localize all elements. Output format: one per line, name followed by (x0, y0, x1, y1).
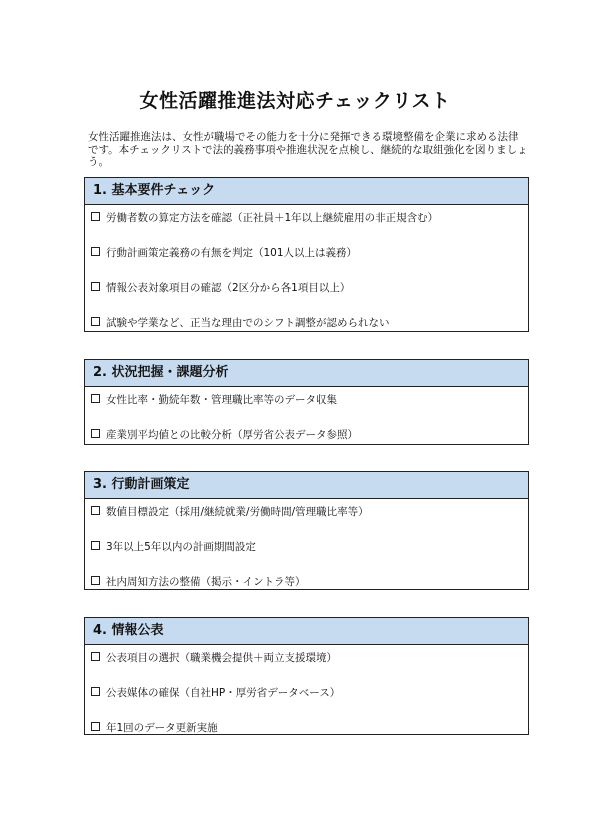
intro-paragraph: 女性活躍推進法は、女性が職場でその能力を十分に発揮できる環境整備を企業に求める法律です。本チェックリストで法的義務事項や推進状況を点検し、継続的な取組強化を図りましょう。 (88, 131, 528, 168)
checklist-item-label: 行動計画策定義務の有無を判定（101人以上は義務） (106, 247, 358, 259)
checklist-item[interactable] (85, 715, 528, 750)
checklist (85, 205, 528, 345)
checklist-item[interactable] (85, 275, 528, 310)
checklist-item-label: 3年以上5年以内の計画期間設定 (106, 541, 256, 553)
checklist-item-label: 数値目標設定（採用/継続就業/労働時間/管理職比率等） (106, 506, 369, 518)
checklist-item-label: 情報公表対象項目の確認（2区分から各1項目以上） (106, 282, 351, 294)
checkbox-icon[interactable] (91, 394, 100, 403)
checkbox-icon[interactable] (91, 541, 100, 550)
checkbox-icon[interactable] (91, 212, 100, 221)
checklist-item-label: 女性比率・勤続年数・管理職比率等のデータ収集 (106, 394, 337, 406)
checklist-item[interactable] (85, 205, 528, 240)
checklist-item[interactable] (85, 534, 528, 569)
checklist-item-label: 社内周知方法の整備（掲示・イントラ等） (106, 576, 306, 588)
checklist (85, 645, 528, 750)
checklist-item-label: 公表媒体の確保（自社HP・厚労省データベース） (106, 687, 341, 699)
section-information-disclosure (84, 617, 529, 735)
checklist-item[interactable] (85, 499, 528, 534)
checklist-item-label: 公表項目の選択（職業機会提供＋両立支援環境） (106, 652, 337, 664)
checklist (85, 387, 528, 457)
checkbox-icon[interactable] (91, 247, 100, 256)
checkbox-icon[interactable] (91, 722, 100, 731)
checklist-item[interactable] (85, 422, 528, 457)
page-title: 女性活躍推進法対応チェックリスト (139, 90, 451, 112)
section-basic-requirements (84, 177, 529, 332)
checklist (85, 499, 528, 604)
checklist-item-label: 年1回のデータ更新実施 (106, 722, 218, 734)
section-heading: 1. 基本要件チェック (85, 178, 528, 205)
section-heading: 3. 行動計画策定 (85, 472, 528, 499)
checkbox-icon[interactable] (91, 317, 100, 326)
checkbox-icon[interactable] (91, 429, 100, 438)
checkbox-icon[interactable] (91, 652, 100, 661)
checklist-item[interactable] (85, 387, 528, 422)
checkbox-icon[interactable] (91, 687, 100, 696)
section-situation-analysis (84, 359, 529, 445)
checklist-item-label: 産業別平均値との比較分析（厚労省公表データ参照） (106, 429, 358, 441)
checklist-item-label: 労働者数の算定方法を確認（正社員＋1年以上継続雇用の非正規含む） (106, 212, 439, 224)
section-heading: 2. 状況把握・課題分析 (85, 360, 528, 387)
checklist-item[interactable] (85, 645, 528, 680)
checklist-item[interactable] (85, 310, 528, 345)
checklist-item[interactable] (85, 569, 528, 604)
section-heading: 4. 情報公表 (85, 618, 528, 645)
checkbox-icon[interactable] (91, 282, 100, 291)
section-action-plan (84, 471, 529, 590)
checkbox-icon[interactable] (91, 506, 100, 515)
checklist-item[interactable] (85, 240, 528, 275)
checkbox-icon[interactable] (91, 576, 100, 585)
checklist-item[interactable] (85, 680, 528, 715)
checklist-item-label: 試験や学業など、正当な理由でのシフト調整が認められない (106, 317, 390, 329)
